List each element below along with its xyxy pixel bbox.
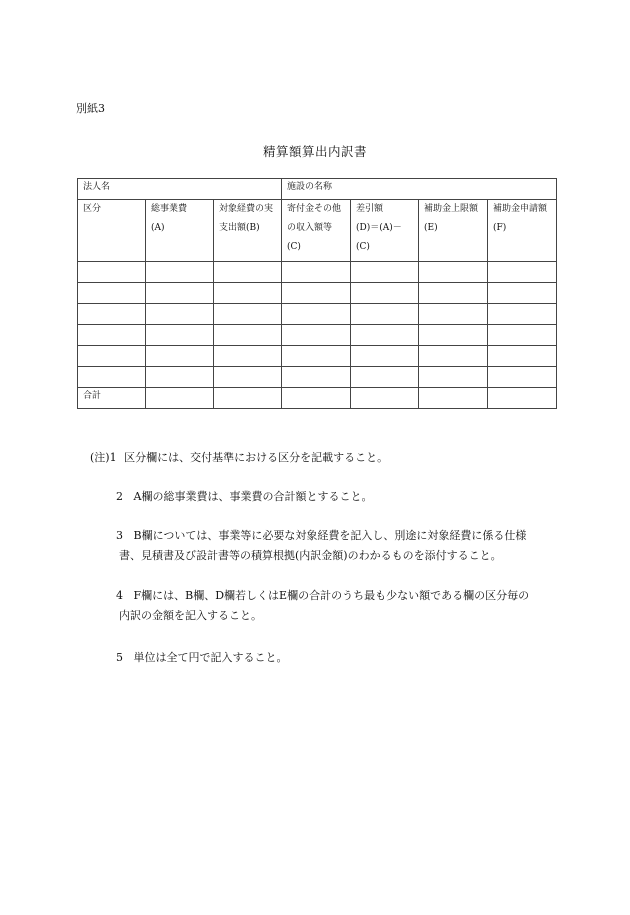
table-row <box>78 262 557 283</box>
column-header-subsidy-request <box>488 200 557 262</box>
column-header-line: 差引額 <box>356 204 384 214</box>
table-cell[interactable] <box>488 346 557 367</box>
table-cell[interactable] <box>146 262 214 283</box>
table-cell[interactable] <box>146 346 214 367</box>
corporation-name-cell <box>78 179 282 200</box>
note-text-line-1: B欄については、事業等に必要な対象経費を記入し、別途に対象経費に係る仕様 <box>133 529 527 542</box>
table-header-row <box>78 179 557 200</box>
table-cell[interactable] <box>488 367 557 388</box>
table-cell[interactable] <box>351 388 419 409</box>
column-header-line: 区分 <box>83 204 102 214</box>
table-cell[interactable] <box>419 346 488 367</box>
note-text-line-1: F欄には、B欄、D欄若しくはE欄の合計のうち最も少ない額である欄の区分毎の <box>133 589 530 602</box>
column-header-line: (F) <box>493 223 507 233</box>
table-cell[interactable] <box>488 283 557 304</box>
column-header-line: (C) <box>287 242 301 252</box>
note-number: 3 <box>116 529 123 542</box>
table-cell[interactable] <box>282 304 351 325</box>
table-cell[interactable] <box>214 262 282 283</box>
table-cell[interactable] <box>214 367 282 388</box>
note-5 <box>116 648 288 668</box>
table-cell[interactable] <box>419 388 488 409</box>
table-cell[interactable] <box>78 367 146 388</box>
table-cell[interactable] <box>488 262 557 283</box>
table-cell[interactable] <box>351 325 419 346</box>
column-header-difference <box>351 200 419 262</box>
note-text: A欄の総事業費は、事業費の合計額とすること。 <box>133 490 373 503</box>
note-4 <box>116 586 562 626</box>
breakdown-table <box>77 178 557 409</box>
table-cell[interactable] <box>78 325 146 346</box>
total-label-cell <box>78 388 146 409</box>
table-row <box>78 325 557 346</box>
table-cell[interactable] <box>78 346 146 367</box>
column-header-line: 支出額(B) <box>219 223 260 233</box>
table-row <box>78 283 557 304</box>
table-row <box>78 346 557 367</box>
table-cell[interactable] <box>78 283 146 304</box>
note-prefix: (注)1 <box>90 451 117 464</box>
table-cell[interactable] <box>419 262 488 283</box>
note-text-line-2: 書、見積書及び設計書等の積算根拠(内訳金額)のわかるものを添付すること。 <box>119 549 502 562</box>
table-cell[interactable] <box>419 283 488 304</box>
note-2 <box>116 487 372 507</box>
table-cell[interactable] <box>214 304 282 325</box>
note-number: 2 <box>116 490 123 503</box>
table-cell[interactable] <box>146 304 214 325</box>
table-cell[interactable] <box>214 283 282 304</box>
table-cell[interactable] <box>282 388 351 409</box>
table-cell[interactable] <box>214 388 282 409</box>
table-cell[interactable] <box>419 367 488 388</box>
column-header-line: 総事業費 <box>151 204 188 214</box>
column-header-line: 対象経費の実 <box>219 204 274 214</box>
page-title: 精算額算出内訳書 <box>262 144 367 159</box>
table-cell[interactable] <box>146 283 214 304</box>
table-cell[interactable] <box>419 304 488 325</box>
table-cell[interactable] <box>282 367 351 388</box>
attachment-label: 別紙3 <box>76 102 105 115</box>
column-header-line: (D)＝(A)－(C) <box>356 223 402 252</box>
note-text: 区分欄には、交付基準における区分を記載すること。 <box>124 451 389 464</box>
facility-name-cell <box>282 179 557 200</box>
column-header-actual-expense <box>214 200 282 262</box>
column-header-subsidy-limit <box>419 200 488 262</box>
note-number: 4 <box>116 589 123 602</box>
table-cell[interactable] <box>78 304 146 325</box>
column-header-line: の収入額等 <box>287 223 333 233</box>
table-cell[interactable] <box>488 304 557 325</box>
note-1 <box>90 448 388 468</box>
table-row <box>78 367 557 388</box>
column-header-line: 補助金申請額 <box>493 204 548 214</box>
column-header-total-cost <box>146 200 214 262</box>
table-cell[interactable] <box>488 325 557 346</box>
table-cell[interactable] <box>488 388 557 409</box>
table-cell[interactable] <box>282 283 351 304</box>
column-header-donation-income <box>282 200 351 262</box>
table-row <box>78 304 557 325</box>
table-cell[interactable] <box>146 367 214 388</box>
column-header-line: 補助金上限額 <box>424 204 479 214</box>
column-header-row <box>78 200 557 262</box>
table-cell[interactable] <box>146 388 214 409</box>
table-cell[interactable] <box>78 262 146 283</box>
column-header-category <box>78 200 146 262</box>
note-3 <box>116 526 562 566</box>
corporation-name-label: 法人名 <box>83 182 111 192</box>
table-cell[interactable] <box>282 325 351 346</box>
table-cell[interactable] <box>146 325 214 346</box>
table-cell[interactable] <box>214 346 282 367</box>
total-row <box>78 388 557 409</box>
table-cell[interactable] <box>351 346 419 367</box>
column-header-line: (E) <box>424 223 438 233</box>
table-cell[interactable] <box>351 304 419 325</box>
table-cell[interactable] <box>282 262 351 283</box>
note-text: 単位は全て円で記入すること。 <box>133 651 288 664</box>
column-header-line: 寄付金その他 <box>287 204 342 214</box>
table-cell[interactable] <box>419 325 488 346</box>
total-label: 合計 <box>83 391 102 401</box>
table-cell[interactable] <box>351 262 419 283</box>
table-cell[interactable] <box>214 325 282 346</box>
table-cell[interactable] <box>351 283 419 304</box>
note-text-line-2: 内訳の金額を記入すること。 <box>119 609 262 622</box>
table-cell[interactable] <box>282 346 351 367</box>
note-number: 5 <box>116 651 123 664</box>
facility-name-label: 施設の名称 <box>287 182 333 192</box>
column-header-line: (A) <box>151 223 165 233</box>
table-cell[interactable] <box>351 367 419 388</box>
